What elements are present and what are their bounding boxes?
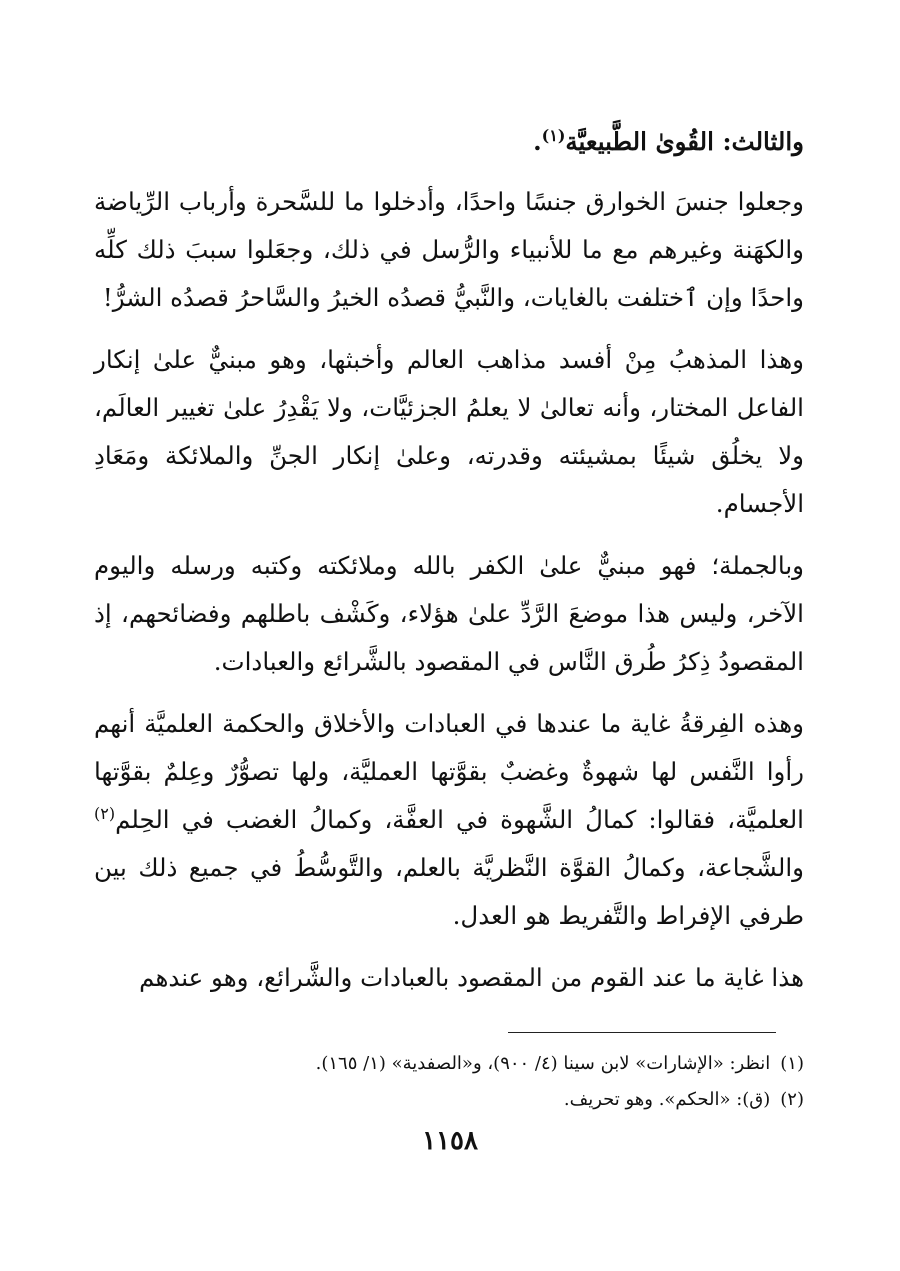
footnote-2 [94, 1082, 804, 1118]
wisdom-text-before: وهذه الفِرقةُ غاية ما عندها في العبادات والأخلاق والحكمة العلميَّة أنهم رأوا النَّفس لها شهوةٌ وغضبٌ بقوَّتها العمليَّة، ولها تصوُّرٌ وعِلمٌ بقوَّتها العلميَّة، فقالوا: كمالُ الشَّهوة في العفَّة، وكمالُ الغضب في الحِلم [94, 709, 804, 834]
paragraph-miracles: وجعلوا جنسَ الخوارق جنسًا واحدًا، وأدخلوا ما للسَّحرة وأرباب الرِّياضة والكهَنة وغيرهم مع ما للأنبياء والرُّسل في ذلك، وجعَلوا سببَ ذلك كلِّه واحدًا وإن ٱختلفت بالغايات، والنَّبيُّ قصدُه الخيرُ والسَّاحرُ قصدُه الشرُّ! [94, 187, 804, 312]
paragraph-last: هذا غاية ما عند القوم من المقصود بالعبادات والشَّرائع، وهو عندهم [139, 963, 804, 992]
footnote-number: (٢) [780, 1089, 804, 1110]
paragraph-wisdom [94, 700, 804, 940]
heading-term: القُوىٰ الطَّبيعيَّة [565, 127, 714, 156]
section-heading [94, 118, 804, 166]
footnote-number: (١) [780, 1053, 804, 1074]
heading-lead: والثالث: [722, 127, 804, 156]
heading-end: . [533, 127, 542, 156]
paragraph-doctrine: وهذا المذهبُ مِنْ أفسد مذاهب العالم وأخبثها، وهو مبنيٌّ علىٰ إنكار الفاعل المختار، وأنه تعالىٰ لا يعلمُ الجزئيَّات، ولا يَقْدِرُ علىٰ تغيير العالَم، ولا يخلُق شيئًا بمشيئته وقدرته، وعلىٰ إنكار الجنِّ والملائكة ومَعَادِ الأجسام. [94, 345, 804, 518]
page-number: ١١٥٨ [422, 1126, 478, 1156]
footnote-text: انظر: «الإشارات» لابن سينا (٤/ ٩٠٠)، و«الصفدية» (١/ ١٦٥). [315, 1053, 771, 1074]
footnote-ref-1: (١) [541, 125, 566, 145]
main-text [94, 118, 804, 1016]
footnote-ref-2: (٢) [94, 803, 116, 823]
footnotes [94, 1046, 804, 1118]
wisdom-text-after: والشَّجاعة، وكمالُ القوَّة النَّظريَّة بالعلم، والتَّوسُّطُ في جميع ذلك بين طرفي الإفراط والتَّفريط هو العدل. [94, 853, 804, 930]
paragraph-summary: وبالجملة؛ فهو مبنيٌّ علىٰ الكفر بالله وملائكته وكتبه ورسله واليوم الآخر، وليس هذا موضعَ الرَّدِّ علىٰ هؤلاء، وكَشْف باطلهم وفضائحهم، إذ المقصودُ ذِكرُ طُرق النَّاس في المقصود بالشَّرائع والعبادات. [94, 551, 804, 676]
footnote-text: (ق): «الحكم». وهو تحريف. [563, 1089, 771, 1110]
footnote-1 [94, 1046, 804, 1082]
footnote-divider [508, 1032, 776, 1033]
